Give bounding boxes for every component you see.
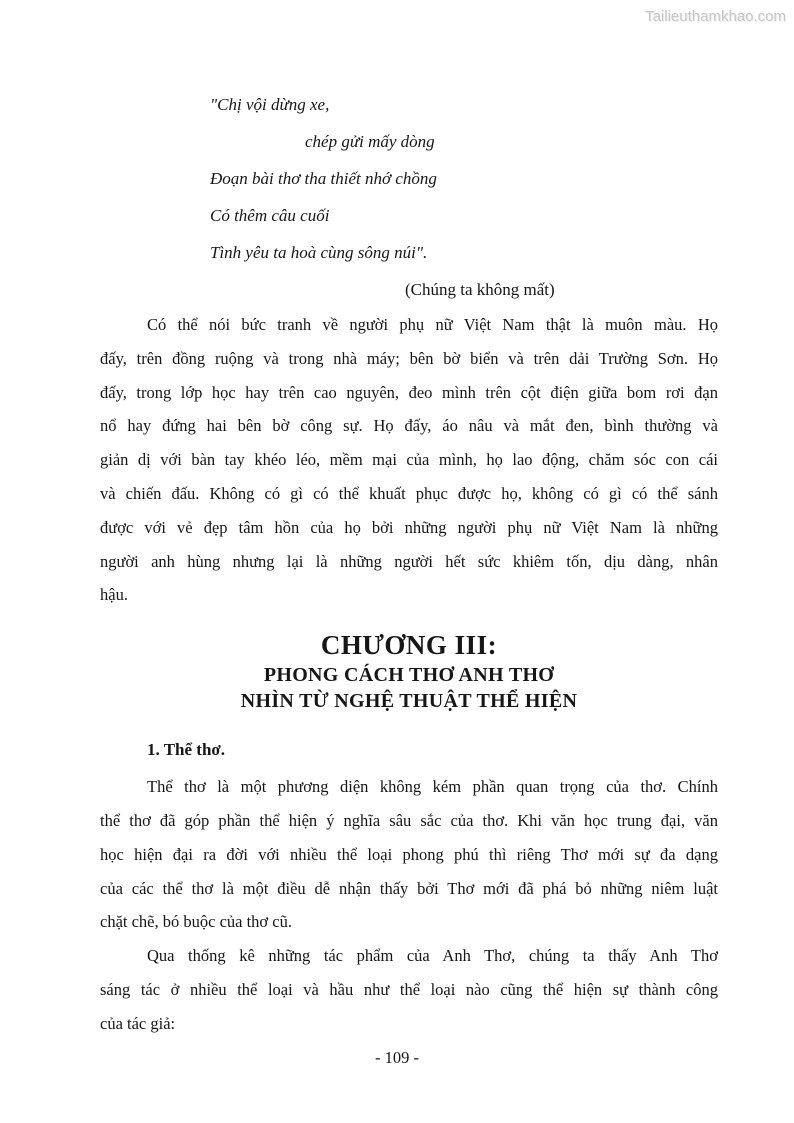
paragraph-statistics-intro: [100, 939, 718, 1040]
paragraph-verse-form: [100, 770, 718, 939]
text-line: Có thêm câu cuối: [210, 206, 330, 225]
text-line: của tác giả:: [100, 1013, 176, 1033]
text-line: hậu.: [100, 585, 128, 605]
chapter-subtitle-line2: NHÌN TỪ NGHỆ THUẬT THỂ HIỆN: [240, 690, 578, 713]
text-line: Đoạn bài thơ tha thiết nhớ chồng: [210, 169, 437, 188]
poem-attribution: (Chúng ta không mất): [405, 280, 555, 299]
paragraph-overview: [100, 308, 718, 612]
text-line: người anh hùng nhưng lại là những người hết sức khiêm tốn, dịu dàng, nhân: [100, 551, 718, 571]
text-line: thể thơ đã góp phần thể hiện ý nghĩa sâu sắc của thơ. Khi văn học trung đại, văn: [100, 810, 718, 830]
text-line: đấy, trên đồng ruộng và trong nhà máy; bên bờ biển và trên dải Trường Sơn. Họ: [100, 348, 718, 368]
text-line: chép gửi mấy dòng: [305, 132, 435, 151]
text-line: Qua thống kê những tác phẩm của Anh Thơ, chúng ta thấy Anh Thơ: [147, 946, 718, 966]
page-number: - 109 -: [375, 1048, 419, 1067]
text-line: học hiện đại ra đời với nhiều thể loại phong phú thì riêng Thơ mới sự đa dạng: [100, 844, 718, 864]
text-line: đấy, trong lớp học hay trên cao nguyên, đeo mình trên cột điện giữa bom rơi đạn: [100, 382, 718, 402]
text-line: và chiến đấu. Không có gì có thể khuất phục được họ, không có gì có thể sánh: [100, 483, 718, 503]
text-line: giản dị với bàn tay khéo léo, mềm mại của mình, họ lao động, chăm sóc con cái: [100, 450, 718, 470]
chapter-title: CHƯƠNG III:: [320, 630, 498, 661]
text-line: sáng tác ở nhiều thể loại và hầu như thể loại nào cũng thể hiện sự thành công: [100, 979, 718, 999]
text-line: Có thể nói bức tranh về người phụ nữ Việt Nam thật là muôn màu. Họ: [147, 315, 718, 334]
watermark: Tailieuthamkhao.com: [645, 8, 786, 25]
text-line: nổ hay đứng hai bên bờ công sự. Họ đấy, áo nâu và mắt đen, bình thường và: [100, 416, 718, 436]
text-line: được với vẻ đẹp tâm hồn của họ bởi những người phụ nữ Việt Nam là những: [100, 517, 718, 537]
section-heading: 1. Thể thơ.: [147, 740, 226, 760]
text-line: Tình yêu ta hoà cùng sông núi".: [210, 243, 428, 262]
text-line: chặt chẽ, bó buộc của thơ cũ.: [100, 912, 292, 932]
chapter-subtitle-line1: PHONG CÁCH THƠ ANH THƠ: [263, 664, 555, 687]
text-line: của các thể thơ là một điều dễ nhận thấy bởi Thơ mới đã phá bỏ những niêm luật: [100, 878, 718, 898]
poem-quote: [100, 86, 718, 271]
text-line: Thể thơ là một phương diện không kém phần quan trọng của thơ. Chính: [147, 777, 718, 797]
page-content: [100, 0, 718, 1041]
text-line: "Chị vội dừng xe,: [210, 95, 330, 114]
